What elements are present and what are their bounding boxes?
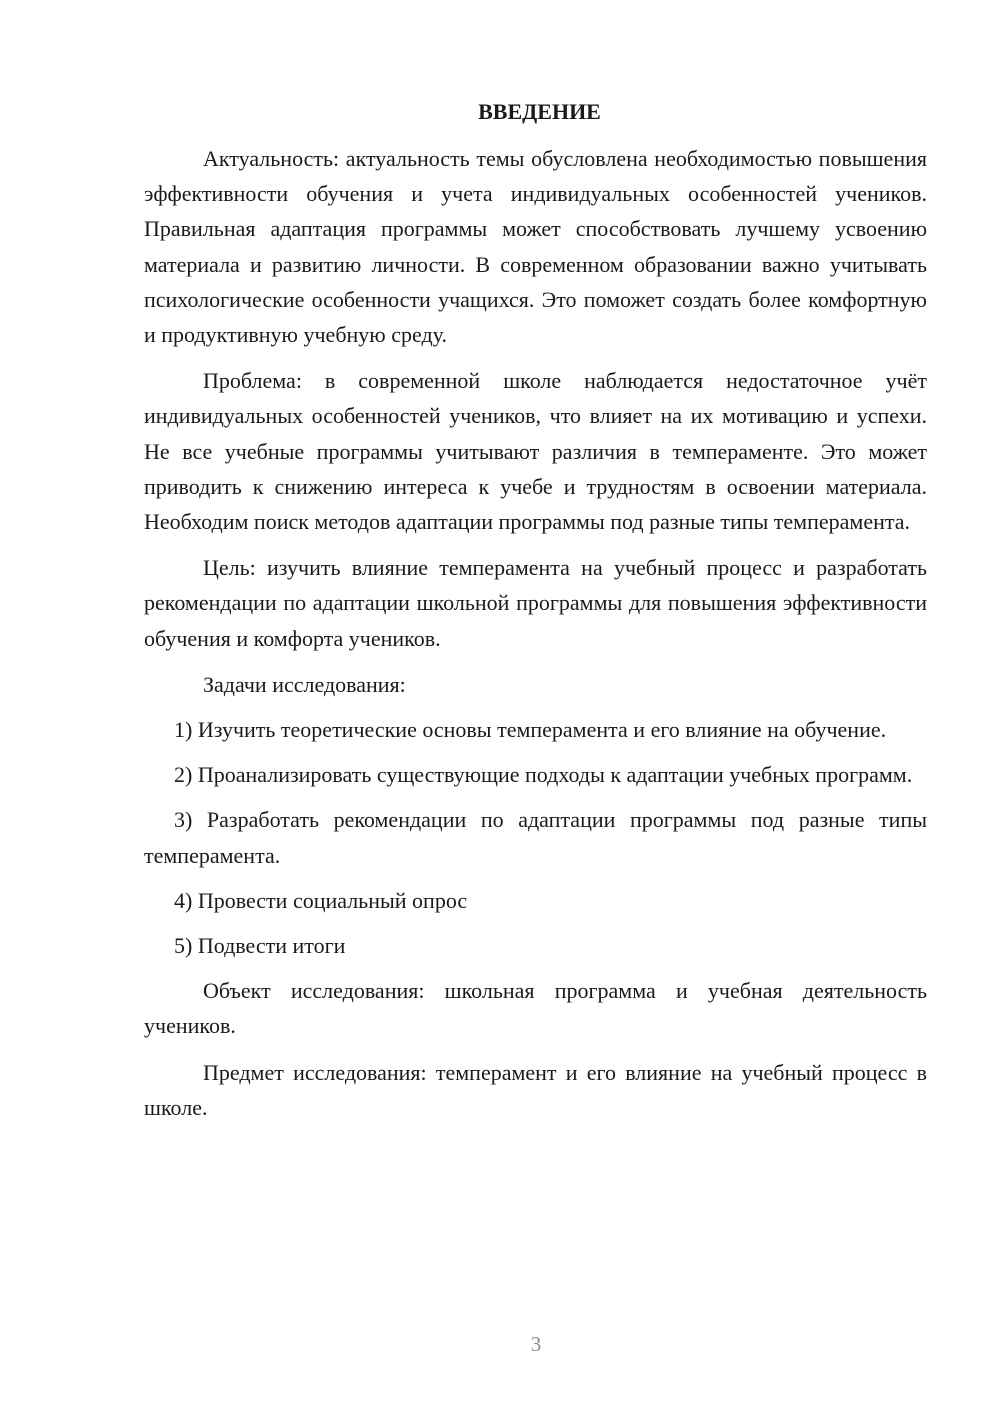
- page-number: 3: [530, 1332, 542, 1356]
- task-item-4: 4) Провести социальный опрос: [174, 887, 468, 913]
- paragraph-relevance: Актуальность: актуальность темы обусловлена необходимостью повышения эффективности обучения и учета индивидуальных особенностей учеников. Правильная адаптация программы может способствовать лучшему усвоению материала и развитию личности. В современном образовании важно учитывать психологические особенности учащихся. Это поможет создать более комфортную и продуктивную учебную среду.: [144, 146, 927, 348]
- task-item-3: 3) Разработать рекомендации по адаптации программы под разные типы темперамента.: [144, 807, 927, 868]
- task-item-5: 5) Подвести итоги: [174, 933, 346, 959]
- task-item-1: 1) Изучить теоретические основы темперамента и его влияние на обучение.: [174, 717, 887, 743]
- tasks-heading: Задачи исследования:: [203, 671, 406, 697]
- section-title: ВВЕДЕНИЕ: [478, 99, 601, 124]
- paragraph-problem: Проблема: в современной школе наблюдается недостаточное учёт индивидуальных особенностей учеников, что влияет на их мотивацию и успехи. Не все учебные программы учитывают различия в темпераменте. Это может приводить к снижению интереса к учебе и трудностям в освоении материала. Необходим поиск методов адаптации программы под разные типы темперамента.: [144, 368, 927, 535]
- task-item-2: 2) Проанализировать существующие подходы к адаптации учебных программ.: [174, 762, 913, 788]
- paragraph-object: Объект исследования: школьная программа и учебная деятельность учеников.: [144, 978, 927, 1039]
- document-page: [144, 94, 927, 1136]
- paragraph-subject: Предмет исследования: темперамент и его влияние на учебный процесс в школе.: [144, 1059, 927, 1120]
- paragraph-goal: Цель: изучить влияние темперамента на учебный процесс и разработать рекомендации по адаптации школьной программы для повышения эффективности обучения и комфорта учеников.: [144, 555, 927, 651]
